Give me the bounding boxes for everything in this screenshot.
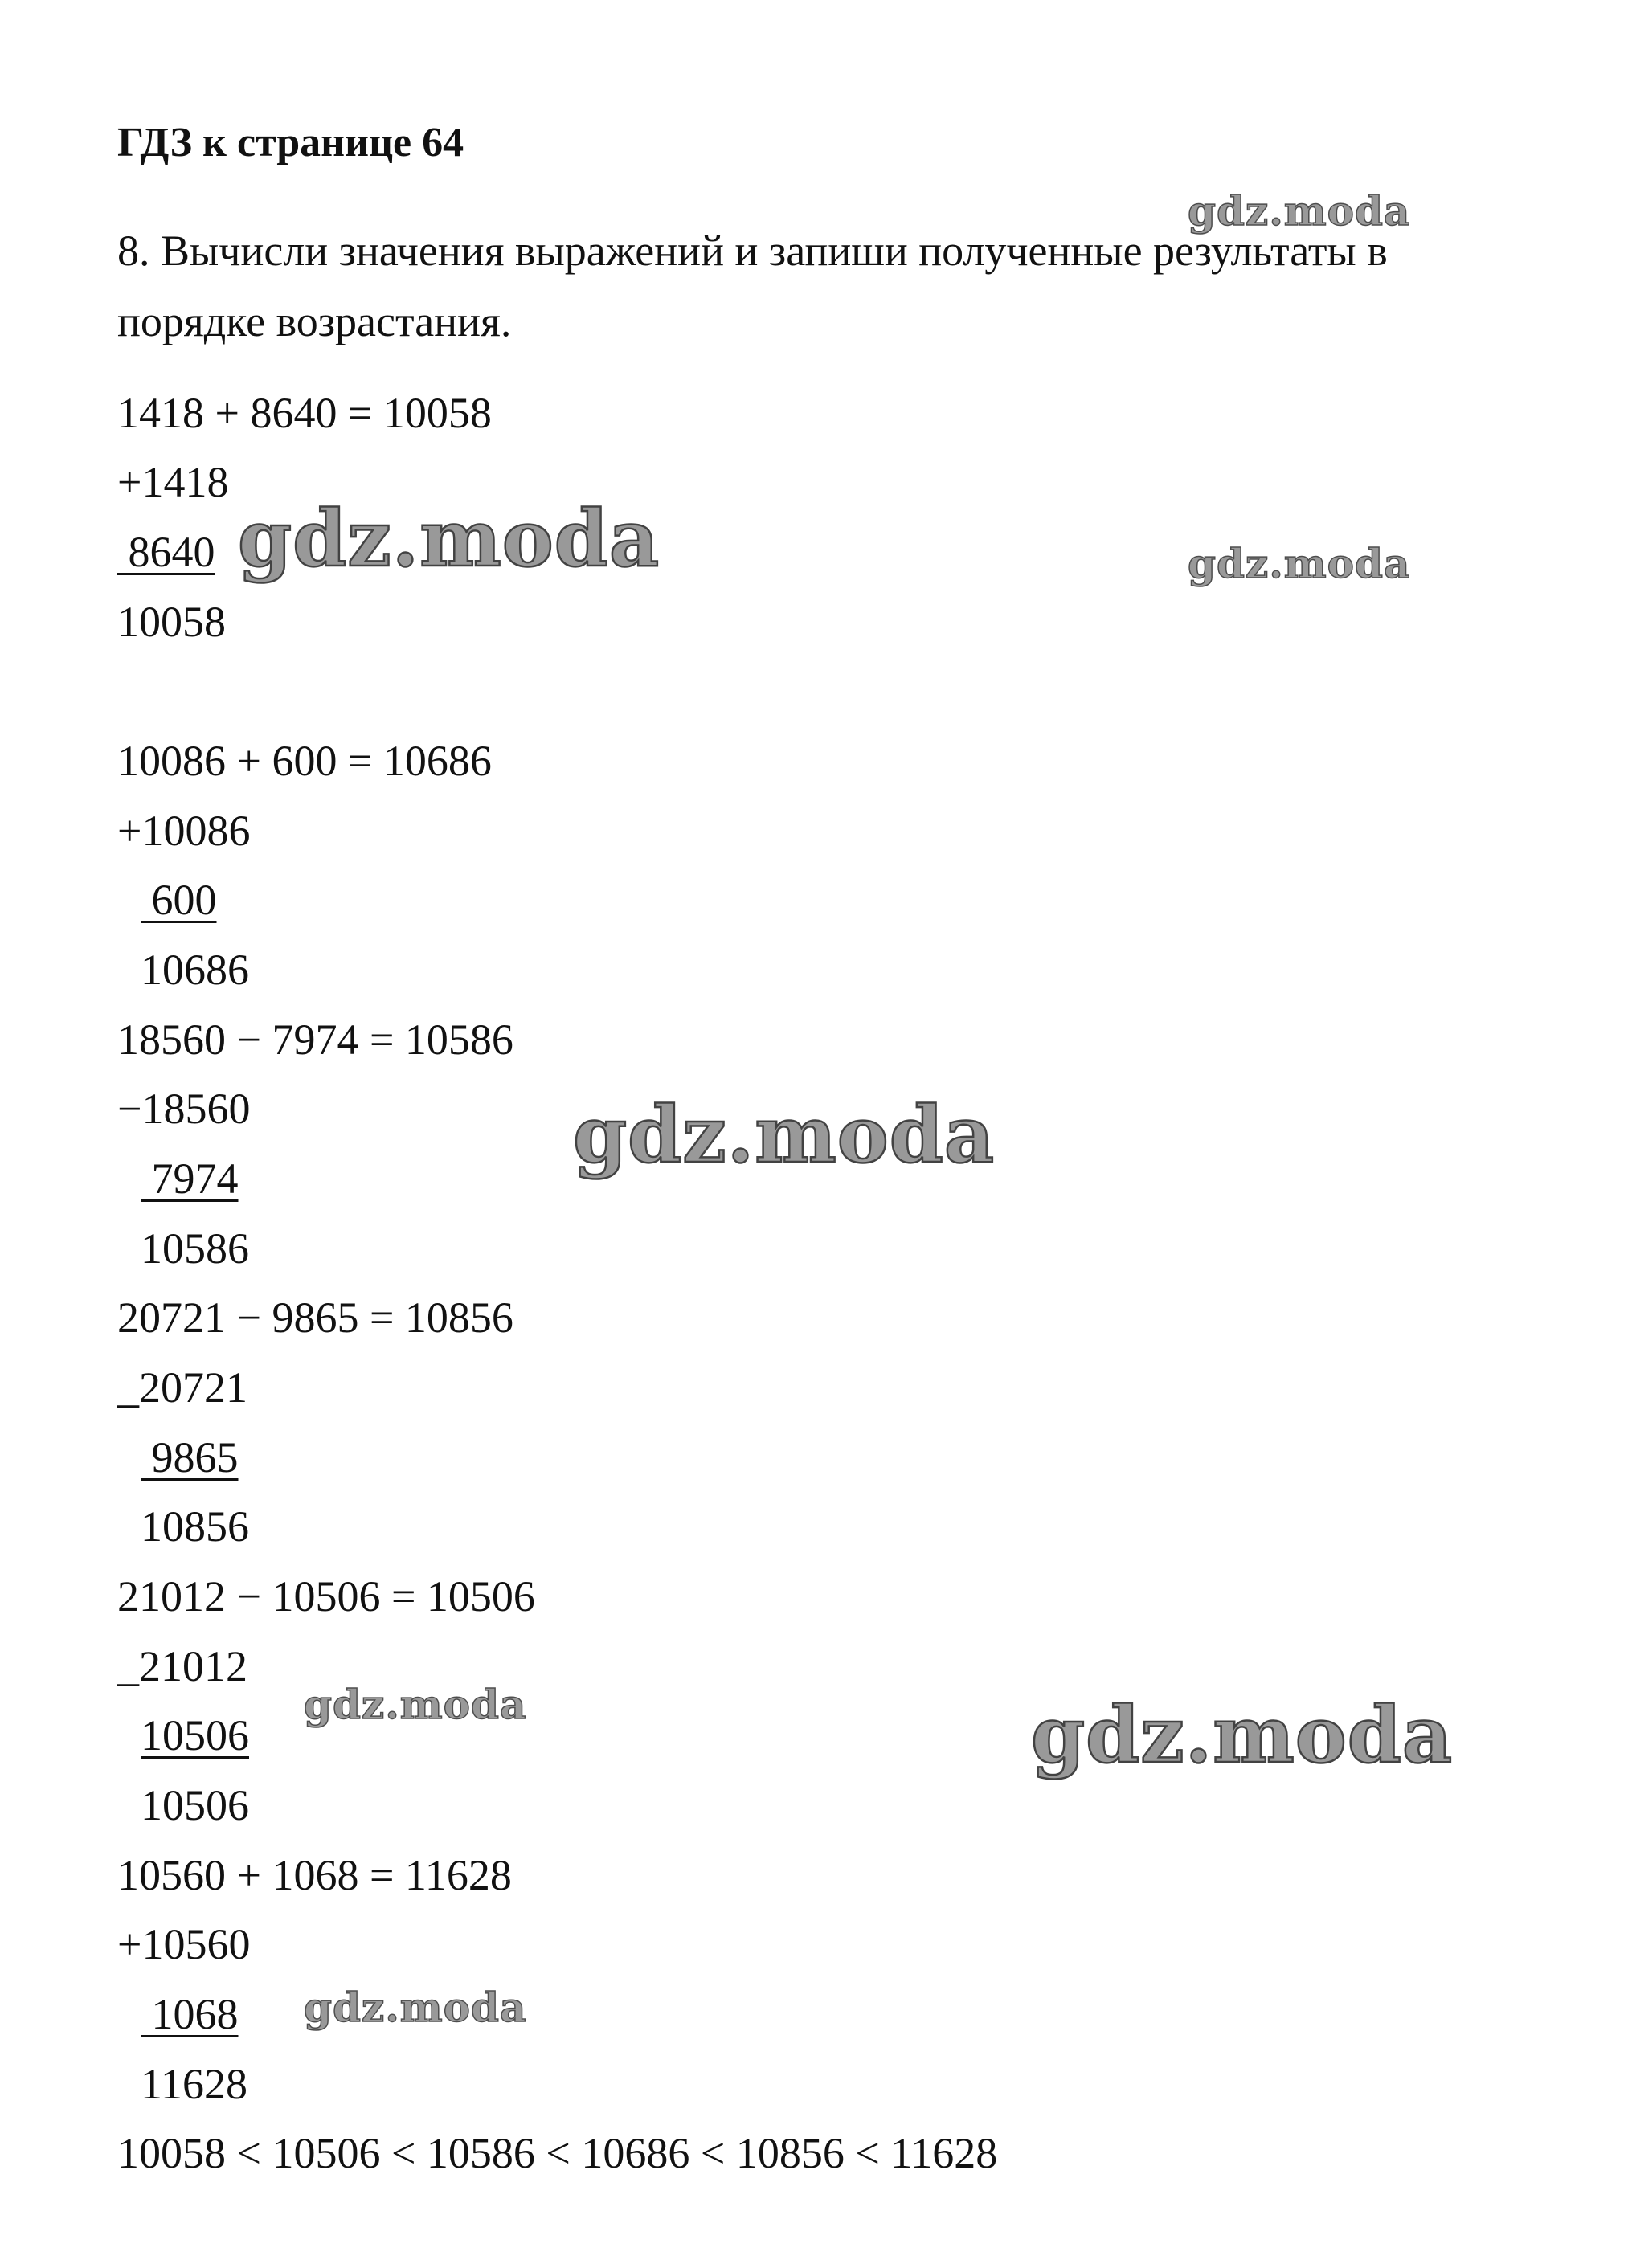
- column-6-operand-b: 1068: [141, 1990, 239, 2038]
- column-1-result: 10058: [117, 598, 226, 646]
- column-5-result: 10506: [141, 1781, 249, 1829]
- column-1-operand-b: 8640: [117, 528, 215, 576]
- column-3-result: 10586: [141, 1224, 249, 1273]
- column-5-operand-a: _21012: [117, 1642, 247, 1690]
- column-2-operand-b: 600: [141, 876, 217, 924]
- task-text-line-2: порядке возрастания.: [117, 297, 512, 345]
- equation-5: 21012 − 10506 = 10506: [117, 1572, 535, 1620]
- column-5-operand-b: 10506: [141, 1711, 249, 1759]
- watermark-logo: gdz.moda: [238, 493, 661, 584]
- ascending-order-result: 10058 < 10506 < 10586 < 10686 < 10856 < 11628: [117, 2129, 998, 2177]
- column-1-operand-a: +1418: [117, 458, 229, 506]
- page-title: ГДЗ к странице 64: [117, 120, 464, 166]
- column-6-result: 11628: [141, 2060, 247, 2108]
- watermark-logo: gdz.moda: [1188, 187, 1411, 235]
- task-text-line-1: 8. Вычисли значения выражений и запиши полученные результаты в: [117, 227, 1388, 275]
- watermark-logo: gdz.moda: [573, 1089, 996, 1180]
- column-4-operand-b: 9865: [141, 1433, 239, 1481]
- watermark-logo: gdz.moda: [304, 1984, 527, 2031]
- column-3-operand-a: −18560: [117, 1085, 251, 1133]
- watermark-logo: gdz.moda: [1031, 1690, 1454, 1780]
- equation-1: 1418 + 8640 = 10058: [117, 389, 492, 437]
- equation-6: 10560 + 1068 = 11628: [117, 1851, 512, 1899]
- column-3-operand-b: 7974: [141, 1154, 239, 1203]
- equation-3: 18560 − 7974 = 10586: [117, 1015, 513, 1064]
- equation-4: 20721 − 9865 = 10856: [117, 1293, 513, 1342]
- equation-2: 10086 + 600 = 10686: [117, 737, 492, 785]
- column-6-operand-a: +10560: [117, 1920, 251, 1968]
- column-2-operand-a: +10086: [117, 807, 251, 855]
- column-2-result: 10686: [141, 946, 249, 994]
- column-4-result: 10856: [141, 1502, 249, 1551]
- column-4-operand-a: _20721: [117, 1363, 247, 1412]
- watermark-logo: gdz.moda: [304, 1681, 527, 1728]
- watermark-logo: gdz.moda: [1188, 540, 1411, 587]
